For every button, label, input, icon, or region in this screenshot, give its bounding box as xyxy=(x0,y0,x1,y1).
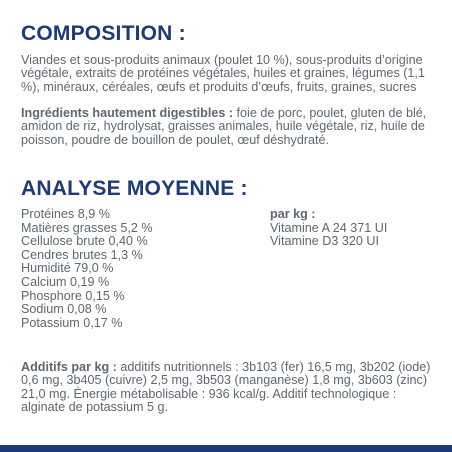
nutrient-item: Cellulose brute 0,40 % xyxy=(21,234,148,249)
vitamin-item: Vitamine D3 320 UI xyxy=(270,234,379,249)
additives-paragraph xyxy=(21,361,441,415)
vitamin-item: Vitamine A 24 371 UI xyxy=(270,220,388,235)
nutrient-item: Humidité 79,0 % xyxy=(21,261,114,276)
digestible-ingredients xyxy=(21,107,441,147)
nutrient-item: Phosphore 0,15 % xyxy=(21,288,125,303)
footer-bar xyxy=(0,445,452,452)
additives-list: additifs nutritionnels : 3b103 (fer) 16,5 mg, 3b202 (iode) 0,6 mg, 3b405 (cuivre) 2,5 mg, 3b503 (manganèse) 1,8 mg, 3b603 (zinc) 21,0 mg. Énergie métabolisable : 936 kcal/g. Additif technologique : alginate de potassium 5 g. xyxy=(21,360,431,415)
composition-heading: COMPOSITION : xyxy=(21,22,186,45)
nutrients-list xyxy=(21,208,153,330)
per-kg-label: par kg : xyxy=(270,207,316,221)
nutrient-item: Calcium 0,19 % xyxy=(21,274,110,289)
analysis-heading: ANALYSE MOYENNE : xyxy=(21,177,248,200)
digestible-label: Ingrédients hautement digestibles : xyxy=(21,106,234,120)
nutrient-item: Matières grasses 5,2 % xyxy=(21,220,153,235)
composition-ingredients: Viandes et sous-produits animaux (poulet 10 %), sous-produits d’origine végétale, extraits de protéines végétales, huiles et graines, légumes (1,1 %), minéraux, céréales, œufs et produits d’œufs, fruits, graines, sucres xyxy=(21,53,425,94)
nutrient-item: Sodium 0,08 % xyxy=(21,302,107,317)
per-kg-list xyxy=(270,208,387,249)
digestible-list: foie de porc, poulet, gluten de blé, amidon de riz, hydrolysat, graisses animales, huile végétale, riz, huile de poisson, poudre de bouillon de poulet, œuf déshydraté. xyxy=(21,106,427,147)
additives-label: Additifs par kg : xyxy=(21,360,117,374)
nutrient-item: Protéines 8,9 % xyxy=(21,207,110,221)
nutrient-item: Potassium 0,17 % xyxy=(21,315,123,330)
nutrient-item: Cendres brutes 1,3 % xyxy=(21,247,143,262)
